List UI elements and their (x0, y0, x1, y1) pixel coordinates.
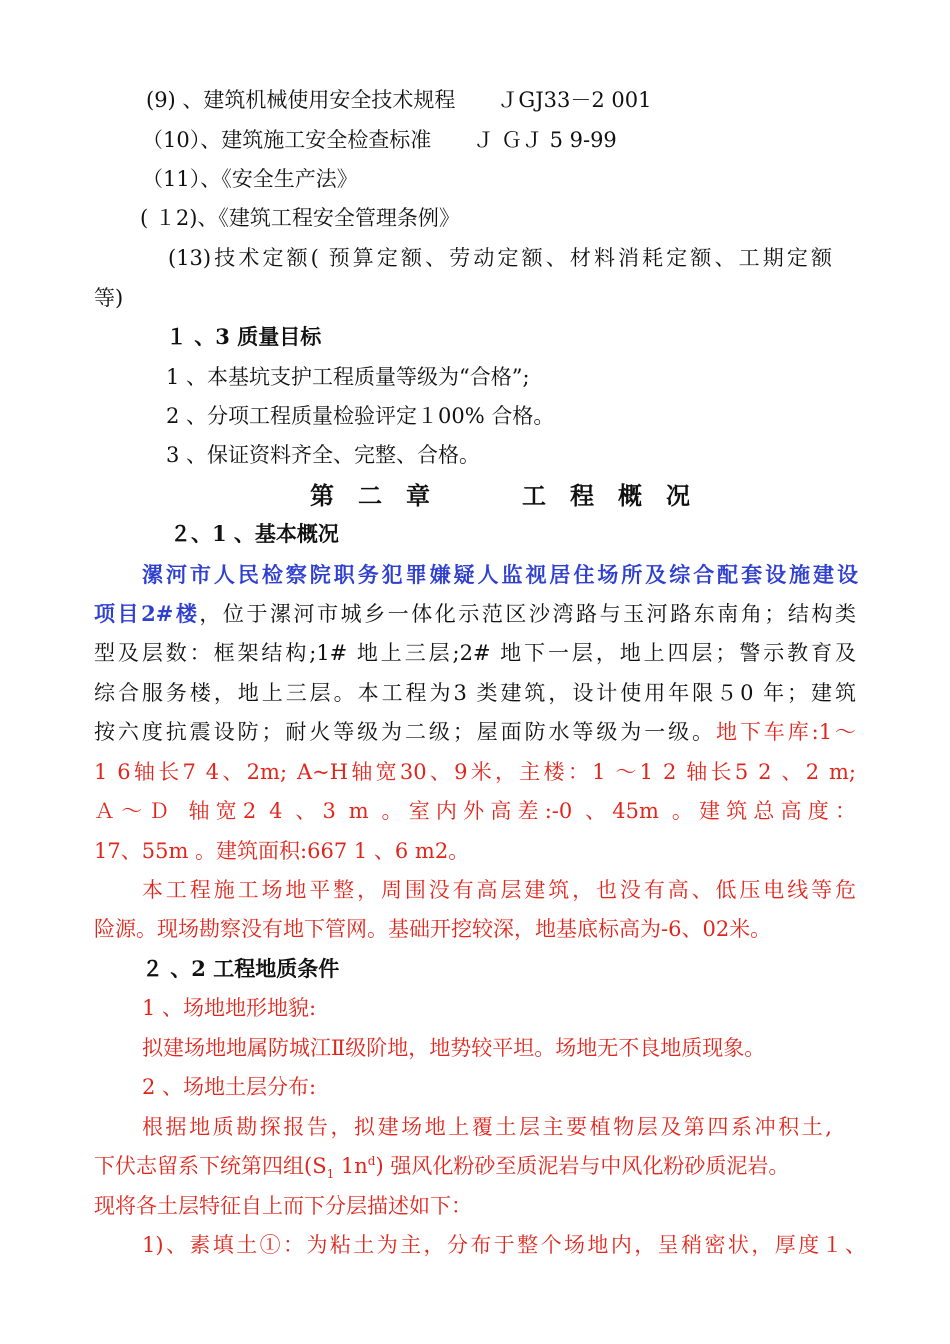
quality-item-2: 2 、分项工程质量检验评定１00% 合格。 (166, 404, 555, 428)
geo-section-1-title: 1 、场地地形地貌: (142, 996, 317, 1020)
ref-item-10: （10）、建筑施工安全检查标准 Ｊ ＧＪ 5 9-99 (142, 128, 617, 152)
geo-layer-1-text: 1)、素填土①：为粘土为主，分布于整个场地内，呈稍密状，厚度１、 (142, 1233, 866, 1257)
geo-paragraph-line-1: 根据地质勘探报告，拟建场地上覆土层主要植物层及第四系冲积土, (142, 1115, 832, 1139)
project-line-8: 17、55m 。建筑面积:667 1 、6 m2。 (94, 839, 470, 863)
geo-section-1-text: 拟建场地地属防城江Ⅱ级阶地，地势较平坦。场地无不良地质现象。 (142, 1036, 766, 1060)
project-line-6: 1 6轴长7 4、2m; A~H轴宽30、9米，主楼：1 ～1 2 轴长5 2 、2 m; (94, 760, 856, 784)
geo-section-2-title: 2 、场地土层分布: (142, 1075, 317, 1099)
project-name-line-1: 漯河市人民检察院职务犯罪嫌疑人监视居住场所及综合配套设施建设 (142, 562, 858, 587)
project-line-4: 综合服务楼，地上三层。本工程为3 类建筑，设计使用年限５0 年；建筑 (94, 681, 856, 705)
project-location-text: ，位于漯河市城乡一体化示范区沙湾路与玉河路东南角；结构类 (199, 602, 856, 626)
quality-heading: １ 、3 质量目标 (166, 324, 322, 349)
geo-paragraph-line-3: 现将各土层特征自上而下分层描述如下： (94, 1194, 472, 1218)
project-line-5 (94, 718, 856, 746)
geo-strata-superscript: d (367, 1154, 376, 1168)
ref-item-12: ( １2)、《建筑工程安全管理条例》 (140, 206, 460, 230)
quality-item-3: 3 、保证资料齐全、完整、合格。 (166, 443, 481, 467)
geo-strata-text-c: ) 强风化粉砂至质泥岩与中风化粉砂质泥岩。 (375, 1154, 790, 1178)
ref-item-9: (9) 、建筑机械使用安全技术规程 ＪGJ33－2 001 (146, 88, 652, 112)
project-name-line-2: 项目2#楼 (94, 601, 200, 626)
quality-item-1: 1 、本基坑支护工程质量等级为“合格”; (166, 365, 530, 389)
basic-heading: ２、1 、基本概况 (170, 521, 339, 546)
project-line-7: Ａ～Ｄ 轴宽2 4 、3 m 。室内外高差:-0 、45m 。建筑总高度： (94, 799, 856, 823)
geo-strata-text-a: 下伏志留系下统第四组(S (94, 1154, 327, 1178)
ref-item-13: (13)技术定额( 预算定额、劳动定额、材料消耗定额、工期定额 (168, 246, 832, 270)
ref-item-13-cont: 等) (94, 286, 124, 310)
site-paragraph-line-2: 险源。现场勘察没有地下管网。基础开挖较深，地基底标高为-6、02米。 (94, 917, 772, 941)
ref-item-11: （11）、《安全生产法》 (142, 167, 358, 191)
chapter-title: 工 程 概 况 (522, 481, 690, 510)
geo-strata-text-b: 1n (334, 1154, 368, 1178)
geo-strata-subscript: 1 (326, 1167, 335, 1182)
geo-heading: ２ 、2 工程地质条件 (142, 956, 340, 981)
garage-dimensions-start: 地下车库:1～ (715, 720, 856, 744)
project-line-2 (94, 600, 856, 628)
project-line-3: 型及层数：框架结构;1# 地上三层;2# 地下一层，地上四层；警示教育及 (94, 641, 856, 665)
project-seismic-text: 按六度抗震设防；耐火等级为二级；屋面防水等级为一级。 (94, 720, 716, 744)
chapter-number: 第 二 章 (310, 481, 430, 510)
site-paragraph-line-1: 本工程施工场地平整，周围没有高层建筑，也没有高、低压电线等危 (142, 878, 856, 902)
geo-paragraph-line-2 (94, 1152, 789, 1180)
